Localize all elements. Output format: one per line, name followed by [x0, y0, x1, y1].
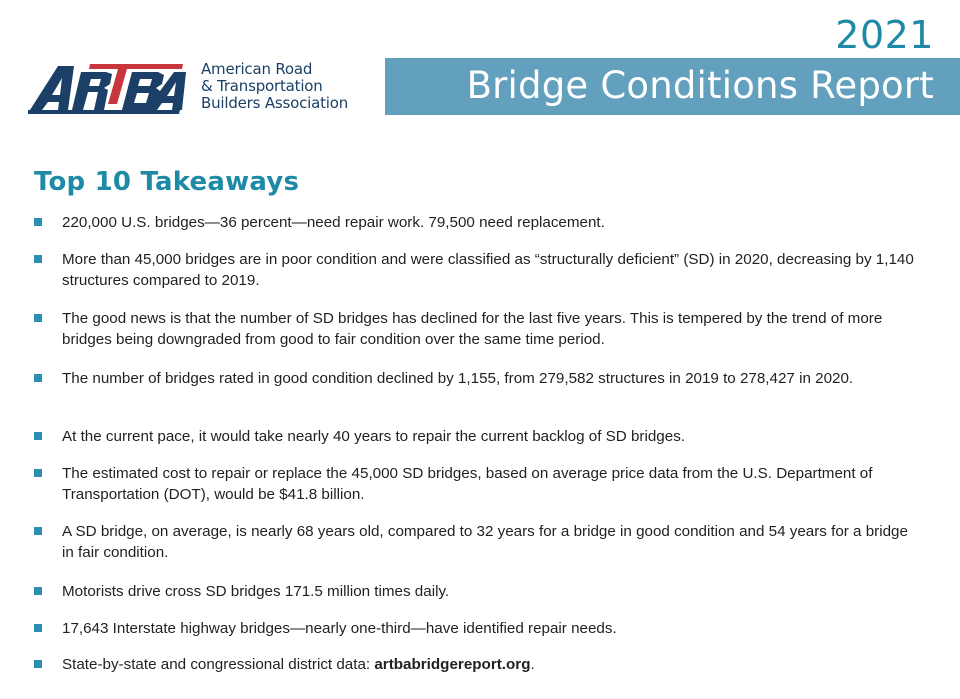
square-bullet-icon	[34, 314, 42, 322]
org-name-line-2: & Transportation	[201, 77, 323, 95]
square-bullet-icon	[34, 432, 42, 440]
report-header	[0, 0, 960, 140]
artba-logo-icon	[28, 60, 188, 114]
square-bullet-icon	[34, 374, 42, 382]
square-bullet-icon	[34, 218, 42, 226]
takeaway-text: More than 45,000 bridges are in poor condition and were classified as “structurally deficient” (SD) in 2020, decreasing by 1,140 structures compared to 2019.	[62, 251, 914, 289]
square-bullet-icon	[34, 469, 42, 477]
takeaway-text: 220,000 U.S. bridges—36 percent—need repair work. 79,500 need replacement.	[62, 214, 605, 231]
square-bullet-icon	[34, 527, 42, 535]
square-bullet-icon	[34, 660, 42, 668]
org-name-line-1: American Road	[201, 60, 313, 78]
report-title: Bridge Conditions Report	[466, 64, 934, 107]
square-bullet-icon	[34, 587, 42, 595]
artba-logo	[28, 60, 188, 114]
takeaway-text	[62, 654, 922, 675]
square-bullet-icon	[34, 255, 42, 263]
takeaway-text-prefix: State-by-state and congressional district data:	[62, 656, 375, 673]
takeaway-text: The estimated cost to repair or replace the 45,000 SD bridges, based on average price data from the U.S. Department of Transportation (DOT), would be $41.8 billion.	[62, 465, 873, 503]
takeaway-text-suffix: .	[530, 656, 535, 673]
takeaway-text: A SD bridge, on average, is nearly 68 years old, compared to 32 years for a bridge in good condition and 54 years for a bridge in fair condition.	[62, 523, 908, 561]
organization-name	[201, 61, 348, 112]
takeaway-text: Motorists drive cross SD bridges 171.5 million times daily.	[62, 583, 450, 600]
takeaway-text: The good news is that the number of SD bridges has declined for the last five years. This is tempered by the trend of more bridges being downgraded from good to fair condition over the same time period.	[62, 310, 883, 348]
takeaway-text: 17,643 Interstate highway bridges—nearly one-third—have identified repair needs.	[62, 620, 617, 637]
org-name-line-3: Builders Association	[201, 94, 349, 112]
square-bullet-icon	[34, 624, 42, 632]
report-year: 2021	[835, 13, 934, 57]
section-title: Top 10 Takeaways	[34, 167, 300, 197]
title-banner	[385, 58, 960, 115]
report-website-link[interactable]: artbabridgereport.org	[374, 656, 531, 673]
takeaway-text: At the current pace, it would take nearly 40 years to repair the current backlog of SD bridges.	[62, 428, 686, 445]
takeaway-text: The number of bridges rated in good condition declined by 1,155, from 279,582 structures in 2019 to 278,427 in 2020.	[62, 370, 854, 387]
